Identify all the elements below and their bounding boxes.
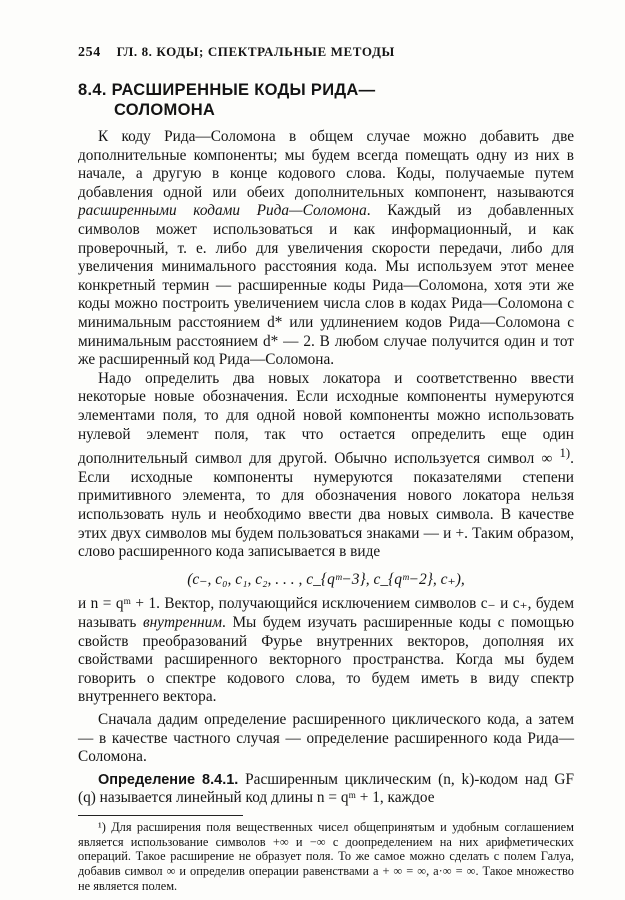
paragraph-intro xyxy=(78,128,574,370)
term-inner: внутренним xyxy=(142,613,223,631)
footnote-mark: 1) xyxy=(559,446,571,461)
section-title xyxy=(78,80,578,120)
running-title: ГЛ. 8. КОДЫ; СПЕКТРАЛЬНЫЕ МЕТОДЫ xyxy=(116,44,395,59)
paragraph-inner-vector xyxy=(78,595,574,707)
paragraph-intro-text: К коду Рида—Соломона в общем случае можно добавить две дополнительные компоненты; мы будем всегда помещать одну из них в начале, а другую в конце кодового слова. Коды, получаемые путем добавления одной или обеих дополнительных компонент, называются xyxy=(78,128,574,201)
section-title-line1: 8.4. РАСШИРЕННЫЕ КОДЫ РИДА— xyxy=(78,81,376,99)
paragraph-plan: Сначала дадим определение расширенного циклического кода, а затем — в качестве частного случая — определение расширенного кода Рида—Соломона. xyxy=(78,710,574,766)
paragraph-inner-vector-text-end: . Мы будем изучать расширенные коды с помощью свойств преобразований Фурье внутренних векторов, дополняя их свойствами расширенного векторного пространства. Когда мы будем говорить о спектре кодового слова, то будем иметь в виду спектр внутреннего вектора. xyxy=(78,613,574,706)
section-title-line2: СОЛОМОНА xyxy=(114,101,216,119)
term-extended-rs-codes: расширенными кодами Рида—Соломона xyxy=(78,202,367,220)
body-text xyxy=(78,128,574,894)
paragraph-locators-text-end: . Если исходные компоненты нумеруются показателями степени примитивного элемента, то для обозначения нового локатора нельзя использовать нуль и необходимо ввести два новых символа. В качестве этих двух символов мы будем пользоваться знаками — и +. Таким образом, слово расширенного кода записывается в виде xyxy=(78,450,574,561)
definition-text: Расширенным циклическим (n, k)-кодом над GF (q) называется линейный код длины n = qᵐ + 1, каждое xyxy=(78,770,574,807)
paragraph-inner-vector-text: и n = qᵐ + 1. Вектор, получающийся исключением символов c₋ и c₊, будем называть xyxy=(78,595,574,631)
running-header xyxy=(78,44,578,61)
codeword-formula: (c₋, c₀, c₁, c₂, . . . , c_{qᵐ−3}, c_{qᵐ−2}, c₊), xyxy=(187,570,465,588)
footnote-rule xyxy=(78,815,243,816)
definition-8-4-1 xyxy=(78,771,574,808)
paragraph-locators xyxy=(78,370,574,562)
paragraph-intro-text-end: . Каждый из добавленных символов может использоваться и как информационный, и как проверочный, т. е. либо для увеличения скорости передачи, либо для увеличения минимального расстояния кода. Мы используем этот менее конкретный термин — расширенные коды Рида—Соломона, хотя эти же коды можно построить увеличением числа слов в кодах Рида—Соломона с минимальным расстоянием d* или удлинением кодов Рида—Соломона с минимальным расстоянием d* — 2. В любом случае получится один и тот же расширенный код Рида—Соломона. xyxy=(78,202,574,369)
definition-label: Определение 8.4.1. xyxy=(98,771,239,788)
paragraph-locators-text: Надо определить два новых локатора и соответственно ввести некоторые новые обозначения. Если исходные компоненты нумеруются элементами поля, то для одной новой компоненты можно использовать нулевой элемент поля, так что остается определить еще один дополнительный символ для другой. Обычно используется символ ∞ xyxy=(78,369,574,468)
page-number: 254 xyxy=(78,45,101,60)
footnote: ¹) Для расширения поля вещественных чисел общепринятым и удобным соглашением является использование символов +∞ и −∞ с доопределением на них арифметических операций. Такое расширение не образует поля. То же самое можно сделать с полем Галуа, добавив символ ∞ и определив операции равенствами a + ∞ = ∞, a·∞ = ∞. Такое множество не является полем. xyxy=(78,819,574,894)
